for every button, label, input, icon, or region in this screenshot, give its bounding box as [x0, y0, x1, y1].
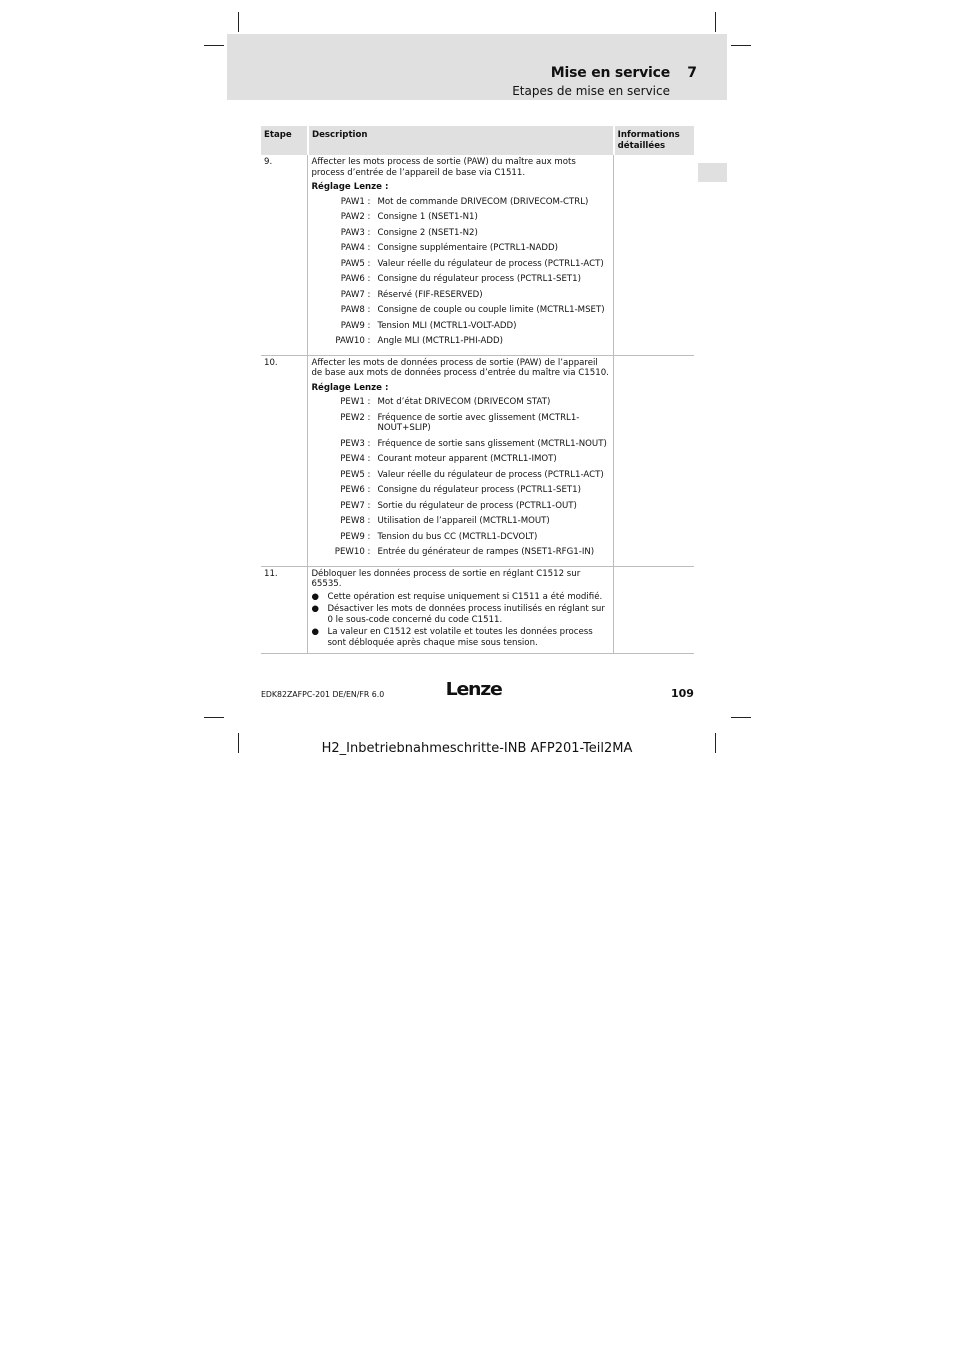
param-code: PEW8 :	[340, 516, 371, 526]
bullet-icon: ●	[311, 627, 319, 637]
step-number: 9.	[261, 155, 308, 355]
crop-mark	[731, 45, 751, 46]
step-intro: Affecter les mots de données process de sortie (PAW) de l’appareil de base aux mots de données process d’entrée du maître via C1510.	[311, 357, 609, 378]
step-info	[614, 155, 694, 355]
param-code: PAW5 :	[340, 258, 371, 269]
param-row	[311, 439, 610, 450]
param-text: Consigne du régulateur process (PCTRL1-SET1)	[377, 485, 581, 495]
param-row	[311, 501, 610, 512]
param-row	[311, 413, 610, 434]
param-text: Fréquence de sortie sans glissement (MCTRL1-NOUT)	[377, 438, 607, 449]
page-header	[227, 34, 727, 100]
param-text: Angle MLI (MCTRL1-PHI-ADD)	[377, 336, 503, 346]
step-number: 11.	[261, 566, 308, 654]
crop-mark	[715, 12, 716, 32]
param-row	[311, 470, 610, 481]
chapter-number: 7	[687, 65, 697, 81]
param-row	[311, 532, 610, 543]
param-text: Consigne du régulateur process (PCTRL1-SET1)	[377, 274, 581, 284]
step-intro: Débloquer les données process de sortie en réglant C1512 sur 65535.	[311, 568, 581, 589]
param-text: Fréquence de sortie avec glissement (MCTRL1-NOUT+SLIP)	[377, 412, 580, 433]
section-subtitle: Etapes de mise en service	[512, 84, 670, 98]
crop-mark	[238, 12, 239, 32]
bullet-item	[311, 627, 610, 648]
param-row	[311, 243, 610, 254]
param-text: Utilisation de l’appareil (MCTRL1-MOUT)	[377, 516, 550, 526]
param-code: PEW4 :	[340, 454, 371, 464]
param-code: PEW5 :	[340, 469, 371, 480]
param-row	[311, 274, 610, 285]
param-code: PAW8 :	[340, 305, 371, 315]
param-row	[311, 290, 610, 301]
chapter-tab-marker	[698, 163, 727, 182]
param-text: Valeur réelle du régulateur de process (PCTRL1-ACT)	[377, 258, 604, 269]
table-row	[261, 355, 694, 566]
param-text: Mot d’état DRIVECOM (DRIVECOM STAT)	[377, 397, 551, 407]
param-text: Consigne de couple ou couple limite (MCTRL1-MSET)	[377, 305, 605, 315]
page-number: 109	[671, 687, 694, 700]
param-text: Réservé (FIF-RESERVED)	[377, 289, 483, 300]
param-text: Entrée du générateur de rampes (NSET1-RFG1-IN)	[377, 547, 595, 557]
column-header-step: Etape	[261, 126, 308, 155]
table-row	[261, 155, 694, 355]
setting-label: Réglage Lenze :	[311, 182, 389, 192]
steps-table	[261, 126, 694, 654]
param-row	[311, 516, 610, 527]
step-info	[614, 355, 694, 566]
param-code: PAW4 :	[340, 243, 371, 253]
table-header-row	[261, 126, 694, 155]
print-slug: H2_Inbetriebnahmeschritte-INB AFP201-Teil2MA	[321, 741, 633, 756]
param-code: PAW9 :	[340, 320, 371, 331]
table-row	[261, 566, 694, 654]
document-reference: EDK82ZAFPC-201 DE/EN/FR 6.0	[261, 690, 385, 699]
param-code: PEW3 :	[340, 438, 371, 449]
step-description	[308, 155, 614, 355]
param-row	[311, 397, 610, 408]
param-text: Tension MLI (MCTRL1-VOLT-ADD)	[377, 320, 517, 331]
param-code: PEW9 :	[340, 531, 371, 542]
param-row	[311, 336, 610, 347]
param-text: Mot de commande DRIVECOM (DRIVECOM-CTRL)	[377, 196, 589, 207]
param-code: PAW3 :	[340, 227, 371, 238]
param-row	[311, 305, 610, 316]
param-row	[311, 321, 610, 332]
param-code: PEW7 :	[340, 500, 371, 511]
lenze-logo: Lenze	[445, 679, 502, 700]
bullet-icon: ●	[311, 591, 319, 602]
param-row	[311, 547, 610, 558]
param-text: Consigne supplémentaire (PCTRL1-NADD)	[377, 243, 558, 253]
bullet-item	[311, 592, 610, 603]
param-text: Sortie du régulateur de process (PCTRL1-OUT)	[377, 500, 577, 511]
param-code: PAW1 :	[340, 196, 371, 207]
column-header-description: Description	[308, 126, 614, 155]
param-row	[311, 228, 610, 239]
param-row	[311, 197, 610, 208]
param-row	[311, 454, 610, 465]
param-code: PAW2 :	[340, 212, 371, 222]
bullet-text: Cette opération est requise uniquement si C1511 a été modifié.	[327, 591, 603, 602]
step-description	[308, 355, 614, 566]
bullet-item	[311, 604, 610, 625]
param-code: PEW1 :	[340, 397, 371, 407]
bullet-text: Désactiver les mots de données process inutilisés en réglant sur 0 le sous-code concerné du code C1511.	[327, 604, 605, 625]
param-code: PAW6 :	[340, 274, 371, 284]
param-text: Valeur réelle du régulateur de process (PCTRL1-ACT)	[377, 469, 604, 480]
param-row	[311, 212, 610, 223]
param-code: PEW6 :	[340, 485, 371, 495]
param-text: Courant moteur apparent (MCTRL1-IMOT)	[377, 454, 557, 464]
step-info	[614, 566, 694, 654]
param-code: PEW2 :	[340, 412, 371, 423]
chapter-title: Mise en service	[550, 65, 670, 81]
param-text: Consigne 2 (NSET1-N2)	[377, 227, 478, 238]
step-number: 10.	[261, 355, 308, 566]
bullet-text: La valeur en C1512 est volatile et toutes les données process sont débloquée après chaque mise sous tension.	[327, 627, 593, 648]
param-row	[311, 259, 610, 270]
setting-label: Réglage Lenze :	[311, 382, 389, 393]
param-code: PAW7 :	[340, 289, 371, 300]
step-description	[308, 566, 614, 654]
param-text: Tension du bus CC (MCTRL1-DCVOLT)	[377, 531, 538, 542]
param-code: PEW10 :	[334, 547, 371, 557]
column-header-info: Informations détaillées	[614, 126, 694, 155]
param-code: PAW10 :	[335, 336, 371, 346]
param-row	[311, 485, 610, 496]
crop-mark	[731, 717, 751, 718]
bullet-icon: ●	[311, 604, 319, 614]
param-text: Consigne 1 (NSET1-N1)	[377, 212, 478, 222]
step-intro: Affecter les mots process de sortie (PAW) du maître aux mots process d’entrée de l’appareil de base via C1511.	[311, 157, 576, 178]
crop-mark	[204, 45, 224, 46]
crop-mark	[204, 717, 224, 718]
